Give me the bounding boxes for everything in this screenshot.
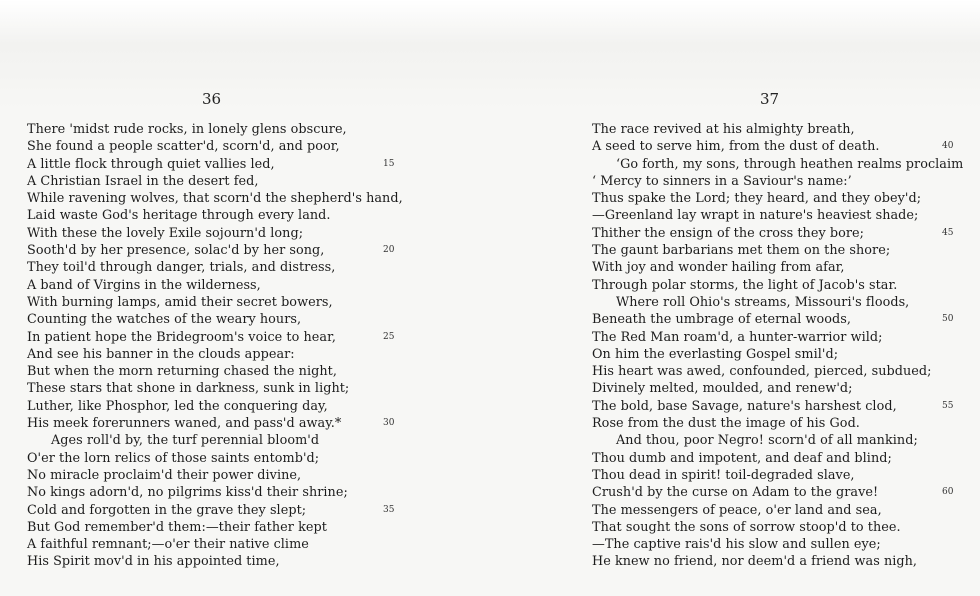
verse-line [27, 156, 403, 173]
verse-text: Counting the watches of the weary hours, [27, 312, 302, 328]
verse-text: —The captive rais'd his slow and sullen eye; [592, 537, 881, 553]
verse-text: His meek forerunners waned, and pass'd away.* [27, 416, 342, 432]
verse-line [592, 225, 963, 242]
verse-line [592, 467, 963, 484]
verse-text: His Spirit mov'd in his appointed time, [27, 554, 280, 570]
line-number: 20 [383, 245, 395, 256]
verse-text: The Red Man roam'd, a hunter-warrior wild; [592, 329, 883, 345]
verse-line [27, 329, 403, 346]
line-number: 35 [383, 504, 395, 515]
verse-text: Thou dumb and impotent, and deaf and blind; [592, 450, 892, 466]
verse-line [592, 311, 963, 328]
verse-text: Divinely melted, moulded, and renew'd; [592, 381, 853, 397]
verse-text: Laid waste God's heritage through every land. [27, 208, 331, 224]
verse-line [27, 363, 403, 380]
verse-text: And see his banner in the clouds appear: [27, 346, 295, 362]
verse-text: Cold and forgotten in the grave they slept; [27, 502, 307, 518]
verse-text: Ages roll'd by, the turf perennial bloom'd [51, 433, 320, 449]
verse-line [592, 207, 963, 224]
verse-line [27, 121, 403, 138]
line-number: 50 [942, 314, 954, 325]
verse-text: ‘Go forth, my sons, through heathen realms proclaim [616, 156, 964, 172]
verse-text: ‘ Mercy to sinners in a Saviour's name:’ [592, 173, 852, 189]
verse-line [27, 173, 403, 190]
verse-line [592, 398, 963, 415]
verse-text: On him the everlasting Gospel smil'd; [592, 346, 839, 362]
verse-text: Luther, like Phosphor, led the conquering day, [27, 398, 328, 414]
verse-text: And thou, poor Negro! scorn'd of all mankind; [616, 433, 918, 449]
verse-line [592, 190, 963, 207]
verse-line [592, 138, 963, 155]
verse-text: A little flock through quiet vallies led, [27, 156, 275, 172]
verse-text: No kings adorn'd, no pilgrims kiss'd their shrine; [27, 485, 348, 501]
verse-line [592, 553, 963, 570]
verse-text: His heart was awed, confounded, pierced, subdued; [592, 364, 932, 380]
line-number: 40 [942, 141, 954, 152]
verse-lines-right [592, 121, 963, 571]
verse-text: The messengers of peace, o'er land and sea, [592, 502, 882, 518]
verse-line [592, 415, 963, 432]
verse-text: The gaunt barbarians met them on the shore; [592, 243, 891, 259]
verse-text: —Greenland lay wrapt in nature's heaviest shade; [592, 208, 919, 224]
verse-text: A band of Virgins in the wilderness, [27, 277, 261, 293]
verse-line [592, 294, 963, 311]
verse-text: He knew no friend, nor deem'd a friend was nigh, [592, 554, 918, 570]
verse-line [592, 502, 963, 519]
verse-text: The race revived at his almighty breath, [592, 122, 855, 137]
verse-line [27, 225, 403, 242]
verse-text: Rose from the dust the image of his God. [592, 416, 860, 432]
verse-line [27, 415, 403, 432]
verse-line [27, 138, 403, 155]
verse-text: No miracle proclaim'd their power divine, [27, 467, 302, 483]
verse-line [27, 242, 403, 259]
verse-line [592, 121, 963, 138]
verse-line [27, 311, 403, 328]
verse-line [592, 346, 963, 363]
verse-text: But when the morn returning chased the night, [27, 364, 337, 380]
verse-line [592, 450, 963, 467]
verse-line [27, 398, 403, 415]
verse-line [592, 173, 963, 190]
verse-line [27, 519, 403, 536]
line-number: 55 [942, 400, 954, 411]
verse-line [27, 502, 403, 519]
verse-line [27, 380, 403, 397]
verse-text: With these the lovely Exile sojourn'd long; [27, 225, 304, 241]
verse-text: Thou dead in spirit! toil-degraded slave, [592, 467, 855, 483]
line-number: 25 [383, 331, 395, 342]
verse-line [27, 450, 403, 467]
verse-lines-left [27, 121, 403, 571]
verse-text: The bold, base Savage, nature's harshest clod, [592, 398, 897, 414]
verse-line [27, 190, 403, 207]
verse-line [592, 156, 963, 173]
verse-text: Through polar storms, the light of Jacob's star. [592, 277, 898, 293]
verse-line [27, 484, 403, 501]
line-number: 45 [942, 227, 954, 238]
line-number: 30 [383, 418, 395, 429]
verse-text: A seed to serve him, from the dust of death. [592, 139, 880, 155]
verse-text: There 'midst rude rocks, in lonely glens obscure, [27, 122, 347, 137]
verse-text: She found a people scatter'd, scorn'd, and poor, [27, 139, 340, 155]
verse-line [27, 277, 403, 294]
verse-text: With joy and wonder hailing from afar, [592, 260, 845, 276]
verse-text: Thither the ensign of the cross they bore; [592, 225, 864, 241]
verse-text: With burning lamps, amid their secret bowers, [27, 294, 333, 310]
page-number-left: 36 [202, 90, 222, 108]
verse-text: Where roll Ohio's streams, Missouri's floods, [616, 294, 910, 310]
verse-line [27, 553, 403, 570]
line-number: 60 [942, 487, 954, 498]
verse-text: These stars that shone in darkness, sunk in light; [27, 381, 350, 397]
verse-line [592, 363, 963, 380]
verse-line [27, 432, 403, 449]
verse-text: O'er the lorn relics of those saints entomb'd; [27, 450, 320, 466]
verse-line [592, 242, 963, 259]
scan-band [0, 0, 980, 110]
verse-line [27, 259, 403, 276]
verse-line [27, 346, 403, 363]
verse-text: They toil'd through danger, trials, and distress, [27, 260, 336, 276]
verse-text: While ravening wolves, that scorn'd the shepherd's hand, [27, 191, 403, 207]
verse-text: In patient hope the Bridegroom's voice to hear, [27, 329, 336, 345]
verse-line [592, 259, 963, 276]
verse-text: Beneath the umbrage of eternal woods, [592, 312, 852, 328]
page-number-right: 37 [760, 90, 780, 108]
verse-line [592, 380, 963, 397]
verse-text: A Christian Israel in the desert fed, [27, 173, 259, 189]
verse-text: Thus spake the Lord; they heard, and they obey'd; [592, 191, 922, 207]
verse-line [592, 432, 963, 449]
verse-line [27, 207, 403, 224]
verse-text: A faithful remnant;—o'er their native clime [27, 537, 309, 553]
verse-line [592, 536, 963, 553]
line-number: 15 [383, 158, 395, 169]
verse-line [592, 519, 963, 536]
verse-line [27, 536, 403, 553]
verse-line [592, 277, 963, 294]
verse-text: That sought the sons of sorrow stoop'd to thee. [592, 519, 901, 535]
verse-line [27, 467, 403, 484]
verse-text: Sooth'd by her presence, solac'd by her song, [27, 243, 325, 259]
verse-line [592, 484, 963, 501]
verse-text: Crush'd by the curse on Adam to the grave! [592, 485, 879, 501]
verse-text: But God remember'd them:—their father kept [27, 519, 327, 535]
verse-line [27, 294, 403, 311]
verse-line [592, 329, 963, 346]
